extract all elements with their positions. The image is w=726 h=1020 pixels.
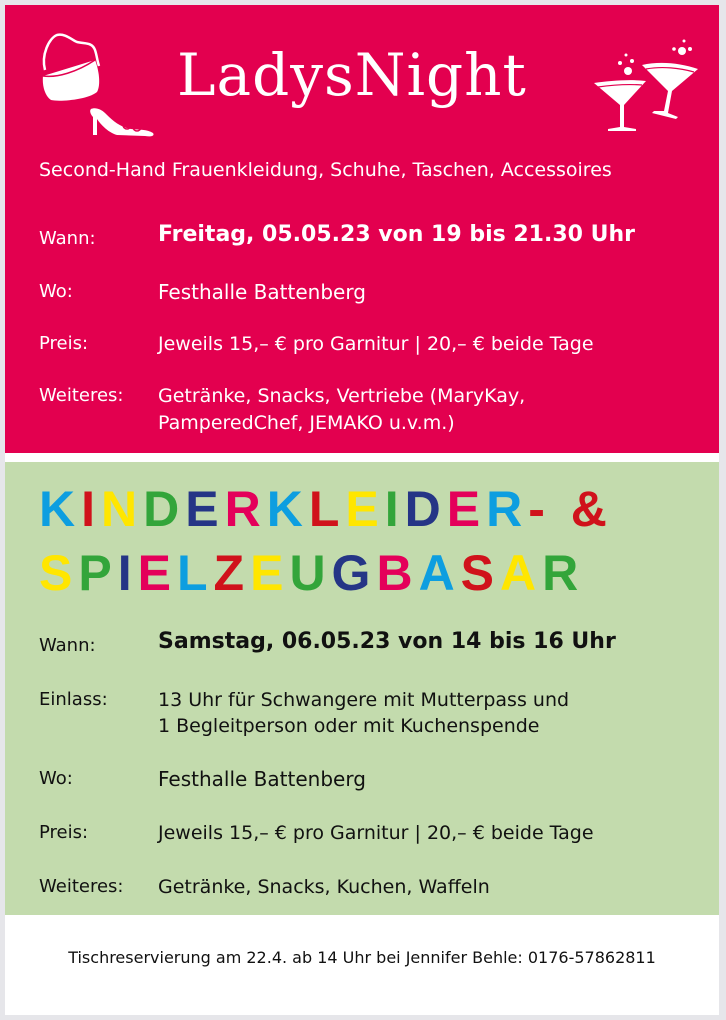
row-value: Freitag, 05.05.23 von 19 bis 21.30 Uhr: [158, 222, 635, 247]
heading-letter: B: [376, 545, 419, 601]
heading-letter: R: [542, 545, 585, 601]
heading-letter: L: [176, 545, 214, 601]
handbag-icon: [37, 30, 117, 110]
row-label: Wo:: [39, 281, 73, 302]
heading-letter: &: [570, 481, 613, 537]
row-value: Jeweils 15,– € pro Garnitur | 20,– € beide Tage: [158, 333, 594, 355]
row-value: Getränke, Snacks, Kuchen, Waffeln: [158, 876, 490, 898]
row-value: Jeweils 15,– € pro Garnitur | 20,– € beide Tage: [158, 822, 594, 844]
heading-letter: A: [418, 545, 461, 601]
heading-letter: -: [528, 481, 551, 537]
row-label: Einlass:: [39, 689, 108, 710]
row-value-line1: 13 Uhr für Schwangere mit Mutterpass und: [158, 689, 570, 711]
flyer-page: [5, 5, 719, 1015]
heading-letter: N: [101, 481, 144, 537]
high-heel-shoe-icon: [87, 105, 159, 139]
row-label: Preis:: [39, 333, 89, 354]
heading-letter: I: [117, 545, 138, 601]
heading-letter: A: [500, 545, 543, 601]
heading-letter: K: [39, 481, 82, 537]
ladysnight-subtitle: Second-Hand Frauenkleidung, Schuhe, Taschen, Accessoires: [39, 159, 612, 181]
basar-section: [5, 462, 719, 915]
heading-letter: E: [345, 481, 385, 537]
row-value-line2: 1 Begleitperson oder mit Kuchenspende: [158, 715, 540, 737]
row-label: Weiteres:: [39, 876, 124, 897]
row-label: Preis:: [39, 822, 89, 843]
row-value-line2: PamperedChef, JEMAKO u.v.m.): [158, 412, 455, 434]
heading-letter: U: [289, 545, 332, 601]
reservation-footer: [5, 915, 719, 1015]
ladysnight-section: [5, 5, 719, 453]
heading-letter: S: [460, 545, 501, 601]
heading-letter: K: [266, 481, 309, 537]
heading-letter: I: [384, 481, 405, 537]
ladysnight-title: LadysNight: [177, 41, 527, 109]
heading-letter: G: [331, 545, 377, 601]
row-label: Wann:: [39, 228, 96, 249]
heading-letter: I: [81, 481, 102, 537]
reservation-text: Tischreservierung am 22.4. ab 14 Uhr bei Jennifer Behle: 0176-57862811: [68, 948, 656, 967]
heading-letter: E: [250, 545, 290, 601]
heading-letter: Z: [213, 545, 251, 601]
heading-letter: D: [143, 481, 186, 537]
heading-letter: L: [308, 481, 346, 537]
row-label: Wann:: [39, 635, 96, 656]
basar-heading-line2: [39, 545, 584, 601]
row-value-line1: Getränke, Snacks, Vertriebe (MaryKay,: [158, 385, 526, 407]
heading-letter: D: [404, 481, 447, 537]
heading-letter: R: [486, 481, 529, 537]
heading-letter: S: [39, 545, 79, 601]
row-value: Festhalle Battenberg: [158, 280, 366, 304]
row-value: Festhalle Battenberg: [158, 767, 366, 791]
heading-letter: E: [446, 481, 487, 537]
cocktail-glasses-icon: [590, 37, 700, 137]
row-label: Weiteres:: [39, 385, 124, 406]
heading-letter: P: [78, 545, 118, 601]
heading-letter: R: [224, 481, 267, 537]
heading-letter: E: [185, 481, 225, 537]
basar-heading-line1: [39, 481, 613, 537]
heading-letter: E: [137, 545, 177, 601]
row-label: Wo:: [39, 768, 73, 789]
row-value: Samstag, 06.05.23 von 14 bis 16 Uhr: [158, 629, 616, 654]
heading-letter: [551, 481, 571, 537]
